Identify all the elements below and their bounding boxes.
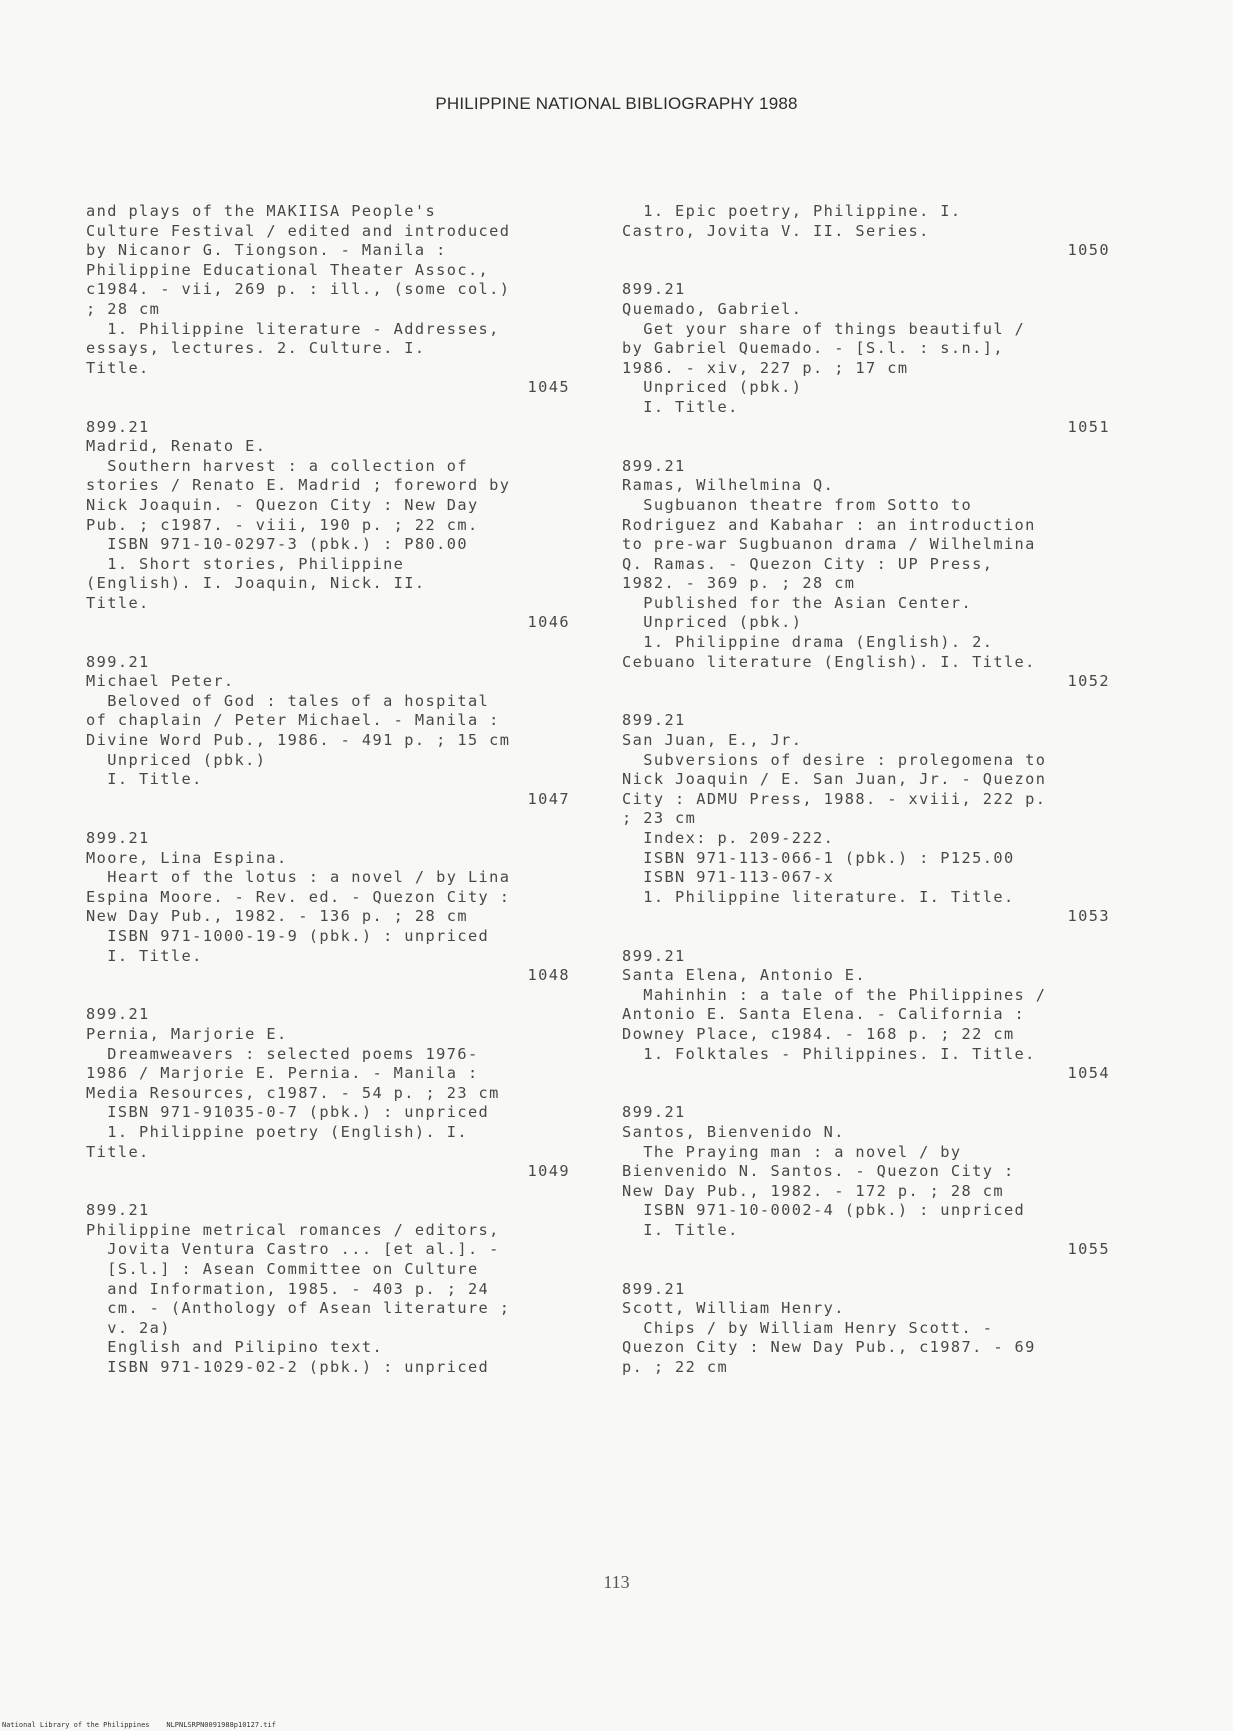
entry-line: stories / Renato E. Madrid ; foreword by: [86, 476, 511, 495]
entry-line: Unpriced (pbk.): [86, 750, 267, 769]
entry-number: 1055: [1067, 1240, 1110, 1259]
entry-line: Subversions of desire : prolegomena to: [622, 750, 1047, 769]
entry-line: v. 2a): [86, 1318, 171, 1337]
entry-line: 899.21: [86, 417, 150, 436]
entry-line: Cebuano literature (English). I. Title.: [622, 652, 1036, 671]
entry-line: 899.21: [622, 1279, 686, 1298]
entry-line: 899.21: [622, 711, 686, 730]
entry-line: Index: p. 209-222.: [622, 829, 835, 847]
entry-line: Southern harvest : a collection of: [86, 456, 468, 475]
entry-line: Santos, Bienvenido N.: [622, 1122, 845, 1141]
entry-line: Downey Place, c1984. - 168 p. ; 22 cm: [622, 1024, 1015, 1043]
scan-footer: National Library of the Philippines NLPNLSRPN0091988p10127.tif: [2, 1721, 276, 1729]
entry-line: I. Title.: [622, 397, 739, 416]
entry-number: 1052: [1067, 672, 1110, 691]
entry-line: Beloved of God : tales of a hospital: [86, 691, 490, 710]
entry-line: 1. Folktales - Philippines. I. Title.: [622, 1044, 1036, 1063]
entry-line: 899.21: [622, 280, 686, 299]
entry-line: 1. Short stories, Philippine: [86, 554, 405, 573]
entry-line: Philippine metrical romances / editors,: [86, 1220, 500, 1239]
entry-line: ISBN 971-113-067-x: [622, 868, 835, 887]
bibliography-entry: [622, 280, 1112, 437]
bibliography-entry: [86, 653, 572, 810]
entry-line: Bienvenido N. Santos. - Quezon City :: [622, 1162, 1015, 1181]
entry-line: Moore, Lina Espina.: [86, 848, 288, 867]
entry-line: New Day Pub., 1982. - 172 p. ; 28 cm: [622, 1181, 1004, 1200]
entry-line: Nick Joaquin / E. San Juan, Jr. - Quezon: [622, 770, 1047, 789]
entry-line: Unpriced (pbk.): [622, 378, 803, 397]
bibliography-entry: [622, 1103, 1112, 1260]
entry-line: Antonio E. Santa Elena. - California :: [622, 1005, 1026, 1024]
entry-line: Espina Moore. - Rev. ed. - Quezon City :: [86, 887, 511, 906]
entry-line: Published for the Asian Center.: [622, 593, 973, 612]
entry-line: Quemado, Gabriel.: [622, 299, 803, 318]
entry-line: City : ADMU Press, 1988. - xviii, 222 p.: [622, 789, 1047, 808]
entry-line: by Nicanor G. Tiongson. - Manila :: [86, 241, 447, 260]
entry-line: 1. Philippine literature - Addresses,: [86, 319, 500, 338]
entry-number: 1048: [527, 966, 570, 985]
entry-line: Heart of the lotus : a novel / by Lina: [86, 868, 511, 887]
entry-line: Michael Peter.: [86, 672, 235, 691]
entry-line: Quezon City : New Day Pub., c1987. - 69: [622, 1338, 1036, 1357]
entry-line: ISBN 971-113-066-1 (pbk.) : P125.00: [622, 848, 1015, 867]
entry-line: Title.: [86, 593, 150, 612]
bibliography-entry: [86, 1201, 572, 1377]
entry-line: Get your share of things beautiful /: [622, 319, 1026, 338]
entry-line: Pernia, Marjorie E.: [86, 1024, 288, 1043]
entry-line: Philippine Educational Theater Assoc.,: [86, 260, 490, 279]
entry-line: Media Resources, c1987. - 54 p. ; 23 cm: [86, 1083, 500, 1102]
entry-line: Nick Joaquin. - Quezon City : New Day: [86, 495, 479, 514]
entry-line: Chips / by William Henry Scott. -: [622, 1318, 994, 1337]
entry-line: I. Title.: [86, 770, 203, 789]
entry-line: ISBN 971-10-0297-3 (pbk.) : P80.00: [86, 535, 468, 554]
bibliography-entry: [86, 418, 572, 634]
entry-line: English and Pilipino text.: [86, 1338, 384, 1357]
entry-line: and plays of the MAKIISA People's: [86, 202, 437, 220]
entry-line: and Information, 1985. - 403 p. ; 24: [86, 1279, 490, 1298]
entry-line: Sugbuanon theatre from Sotto to: [622, 495, 973, 514]
entry-line: ISBN 971-1029-02-2 (pbk.) : unpriced: [86, 1358, 490, 1377]
entry-line: ISBN 971-1000-19-9 (pbk.) : unpriced: [86, 926, 490, 945]
entry-line: to pre-war Sugbuanon drama / Wilhelmina: [622, 535, 1036, 554]
entry-line: 1. Philippine poetry (English). I.: [86, 1122, 468, 1141]
entry-line: Title.: [86, 358, 150, 377]
entry-line: ISBN 971-10-0002-4 (pbk.) : unpriced: [622, 1201, 1026, 1220]
entry-line: Jovita Ventura Castro ... [et al.]. -: [86, 1240, 500, 1259]
entry-line: I. Title.: [622, 1220, 739, 1239]
entry-line: 899.21: [622, 456, 686, 475]
right-column: [622, 202, 1112, 1378]
entry-line: Scott, William Henry.: [622, 1299, 845, 1318]
entry-line: Rodriguez and Kabahar : an introduction: [622, 515, 1036, 534]
entry-line: Unpriced (pbk.): [622, 613, 803, 632]
entry-line: Dreamweavers : selected poems 1976-: [86, 1044, 479, 1063]
entry-line: 1. Philippine drama (English). 2.: [622, 633, 994, 652]
entry-line: 899.21: [86, 1005, 150, 1024]
entry-line: by Gabriel Quemado. - [S.l. : s.n.],: [622, 339, 1004, 358]
entry-line: 899.21: [622, 1103, 686, 1122]
entry-line: Q. Ramas. - Quezon City : UP Press,: [622, 554, 994, 573]
entry-line: (English). I. Joaquin, Nick. II.: [86, 574, 426, 593]
entry-line: p. ; 22 cm: [622, 1358, 729, 1377]
entry-number: 1054: [1067, 1064, 1110, 1083]
entry-line: of chaplain / Peter Michael. - Manila :: [86, 711, 500, 730]
bibliography-entry: [622, 1280, 1112, 1378]
entry-line: Ramas, Wilhelmina Q.: [622, 476, 835, 495]
bibliography-entry: [86, 1005, 572, 1181]
entry-number: 1053: [1067, 907, 1110, 926]
page-number: 113: [603, 1572, 630, 1592]
entry-line: Culture Festival / edited and introduced: [86, 221, 511, 240]
entry-line: 899.21: [86, 829, 150, 847]
bibliography-entry: [86, 202, 572, 398]
entry-line: [S.l.] : Asean Committee on Culture: [86, 1260, 479, 1279]
entry-line: Madrid, Renato E.: [86, 437, 267, 456]
page-header-title: PHILIPPINE NATIONAL BIBLIOGRAPHY 1988: [435, 94, 798, 113]
entry-number: 1045: [527, 378, 570, 397]
entry-line: Castro, Jovita V. II. Series.: [622, 221, 930, 240]
entry-line: cm. - (Anthology of Asean literature ;: [86, 1299, 511, 1318]
bibliography-entry: [86, 829, 572, 986]
entry-line: The Praying man : a novel / by: [622, 1142, 962, 1161]
entry-line: New Day Pub., 1982. - 136 p. ; 28 cm: [86, 907, 468, 926]
entry-line: 1. Epic poetry, Philippine. I.: [622, 202, 962, 220]
left-column: [86, 202, 572, 1378]
entry-line: Mahinhin : a tale of the Philippines /: [622, 985, 1047, 1004]
entry-number: 1047: [527, 789, 570, 808]
entry-line: 1982. - 369 p. ; 28 cm: [622, 574, 856, 593]
entry-line: Divine Word Pub., 1986. - 491 p. ; 15 cm: [86, 731, 511, 750]
bibliography-entry: [622, 947, 1112, 1084]
entry-line: c1984. - vii, 269 p. : ill., (some col.): [86, 280, 511, 299]
entry-line: Title.: [86, 1142, 150, 1161]
bibliography-entry: [622, 711, 1112, 927]
entry-line: San Juan, E., Jr.: [622, 731, 803, 750]
entry-line: ; 28 cm: [86, 299, 161, 318]
bibliography-entry: [622, 457, 1112, 692]
entry-line: ; 23 cm: [622, 809, 697, 828]
entry-number: 1046: [527, 613, 570, 632]
entry-line: 899.21: [622, 946, 686, 965]
entry-line: I. Title.: [86, 946, 203, 965]
entry-line: 1986 / Marjorie E. Pernia. - Manila :: [86, 1064, 479, 1083]
entry-line: essays, lectures. 2. Culture. I.: [86, 339, 426, 358]
entry-line: ISBN 971-91035-0-7 (pbk.) : unpriced: [86, 1103, 490, 1122]
entry-number: 1051: [1067, 417, 1110, 436]
entry-line: Santa Elena, Antonio E.: [622, 966, 867, 985]
entry-number: 1050: [1067, 241, 1110, 260]
entry-line: 1986. - xiv, 227 p. ; 17 cm: [622, 358, 909, 377]
entry-number: 1049: [527, 1162, 570, 1181]
entry-line: 1. Philippine literature. I. Title.: [622, 887, 1015, 906]
entry-line: Pub. ; c1987. - viii, 190 p. ; 22 cm.: [86, 515, 479, 534]
entry-line: 899.21: [86, 652, 150, 671]
bibliography-entry: [622, 202, 1112, 261]
entry-line: 899.21: [86, 1201, 150, 1220]
